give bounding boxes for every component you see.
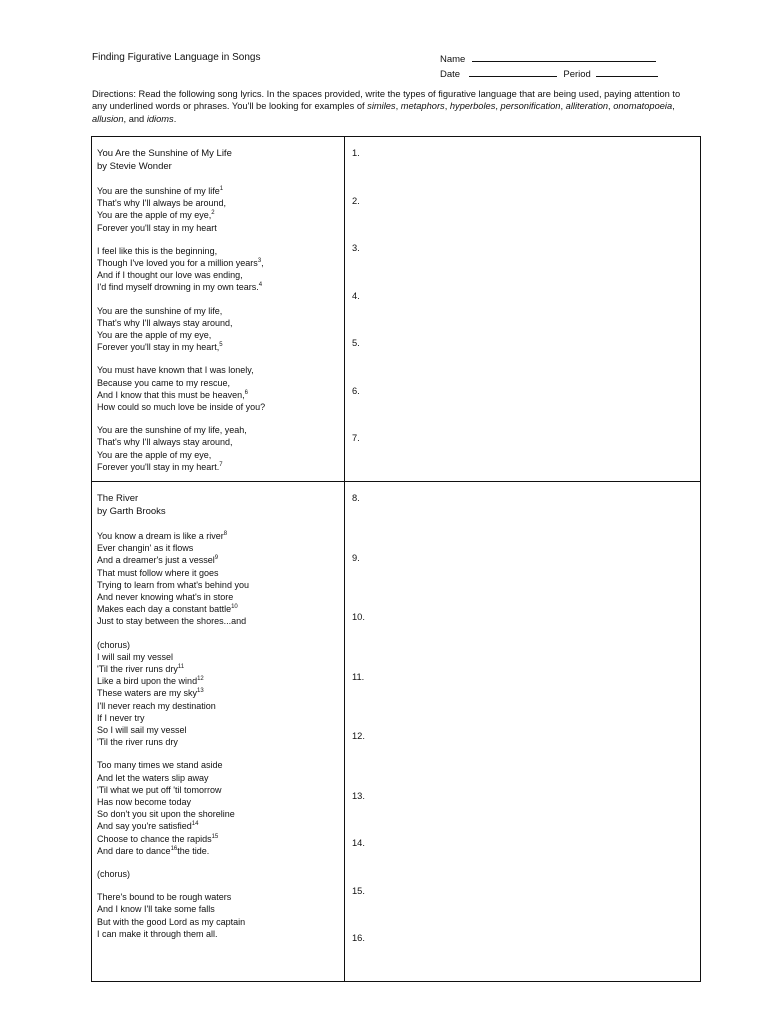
term-similes: similes	[367, 101, 396, 112]
lyric-line: You must have known that I was lonely,	[97, 365, 254, 376]
footnote-marker: 2	[211, 210, 215, 217]
lyric-line: I can make it through them all.	[97, 928, 218, 939]
stanza	[97, 891, 249, 940]
answer-number[interactable]: 10.	[352, 612, 365, 622]
answer-number[interactable]: 15.	[352, 886, 365, 896]
lyric-line: (chorus)	[97, 639, 131, 650]
answer-number[interactable]: 8.	[352, 493, 360, 503]
lyric-line: I feel like this is the beginning,	[97, 245, 218, 256]
lyric-line: And dare to dance$^{16}$the tide.	[97, 845, 210, 856]
name-row	[440, 52, 658, 67]
worksheet-title: Finding Figurative Language in Songs	[92, 52, 261, 63]
answer-number[interactable]: 6.	[352, 386, 360, 396]
stanza	[97, 868, 249, 880]
term-personification: personification	[500, 101, 561, 112]
lyric-line: So don't you sit upon the shoreline	[97, 809, 235, 820]
footnote-marker: 3	[257, 258, 262, 265]
term-onomatopoeia: onomatopoeia	[613, 101, 673, 112]
term-hyperboles: hyperboles	[449, 101, 496, 112]
lyric-line: And I know that this must be heaven,$^6$	[97, 389, 248, 400]
lyric-line: Has now become today	[97, 797, 192, 808]
song-block-river	[97, 493, 249, 951]
lyric-line: Just to stay between the shores...and	[97, 616, 247, 627]
date-label: Date	[440, 69, 461, 80]
lyric-line: Forever you'll stay in my heart,$^5$	[97, 342, 223, 353]
period-field[interactable]	[596, 67, 658, 77]
lyric-line: (chorus)	[97, 869, 131, 880]
lyric-line: And let the waters slip away	[97, 772, 209, 783]
answer-number[interactable]: 5.	[352, 338, 360, 348]
date-field[interactable]	[469, 67, 557, 77]
term-alliteration: alliteration	[565, 101, 609, 112]
answer-number[interactable]: 11.	[352, 672, 365, 682]
lyric-line: You are the sunshine of my life$^1$	[97, 186, 224, 196]
lyric-line: So I will sail my vessel	[97, 725, 187, 736]
lyric-line: That's why I'll always be around,	[97, 198, 226, 209]
lyric-line: Too many times we stand aside	[97, 760, 223, 771]
footnote-marker: 6	[244, 389, 248, 396]
song-title: You Are the Sunshine of My Life	[97, 148, 232, 159]
footnote-marker: 1	[219, 186, 224, 192]
lyric-line: And never knowing what's in store	[97, 592, 234, 603]
directions: Directions: Read the following song lyrics. In the spaces provided, write the types of figurative language that are being used, paying attention to any underlined words or phrases. You'll be looking for examples of similes, metaphors, hyperboles, personification, alliteration, onomatopoeia, allusion, and idioms.	[92, 89, 681, 124]
lyric-line: You are the sunshine of my life, yeah,	[97, 425, 247, 436]
footnote-marker: 11	[177, 664, 185, 671]
lyric-line: Like a bird upon the wind$^{12}$	[97, 676, 204, 687]
lyric-line: That must follow where it goes	[97, 567, 219, 578]
song-block-sunshine	[97, 148, 265, 484]
answer-number[interactable]: 13.	[352, 791, 365, 801]
lyric-line: Choose to chance the rapids$^{15}$	[97, 833, 219, 844]
term-metaphors: metaphors	[400, 101, 445, 112]
footnote-marker: 14	[191, 821, 199, 828]
song-header	[97, 493, 249, 518]
answer-number[interactable]: 1.	[352, 148, 360, 158]
footnote-marker: 9	[214, 555, 219, 562]
stanza	[97, 424, 265, 473]
song-artist: by Garth Brooks	[97, 505, 166, 517]
footnote-marker: 8	[223, 531, 228, 537]
song-title: The River	[97, 493, 139, 504]
lyric-line: There's bound to be rough waters	[97, 892, 232, 903]
lyric-line: I'll never reach my destination	[97, 700, 216, 711]
term-allusion: allusion	[92, 113, 124, 124]
lyric-line: Makes each day a constant battle$^{10}$	[97, 604, 238, 615]
lyric-line: These waters are my sky$^{13}$	[97, 688, 204, 699]
answer-number[interactable]: 3.	[352, 243, 360, 253]
answer-number[interactable]: 2.	[352, 196, 360, 206]
answer-number[interactable]: 4.	[352, 291, 360, 301]
lyric-line: And say you're satisfied$^{14}$	[97, 821, 199, 832]
footnote-marker: 4	[258, 282, 263, 289]
lyric-line: I'd find myself drowning in my own tears.$^4$	[97, 282, 263, 293]
lyric-line: You are the apple of my eye,	[97, 449, 212, 460]
lyric-line: But with the good Lord as my captain	[97, 916, 246, 927]
answer-number[interactable]: 12.	[352, 731, 365, 741]
footnote-marker: 7	[219, 461, 223, 468]
footnote-marker: 5	[219, 342, 223, 349]
lyric-line: You are the apple of my eye,$^2$	[97, 210, 215, 221]
lyric-line: That's why I'll always stay around,	[97, 317, 233, 328]
column-divider	[344, 136, 345, 982]
period-label: Period	[563, 69, 591, 80]
song-header	[97, 148, 265, 173]
answer-number[interactable]: 16.	[352, 933, 365, 943]
lyric-line: 'Til what we put off 'til tomorrow	[97, 784, 222, 795]
answer-number[interactable]: 9.	[352, 553, 360, 563]
lyric-line: How could so much love be inside of you?	[97, 402, 266, 413]
footnote-marker: 10	[231, 604, 238, 611]
song-artist: by Stevie Wonder	[97, 160, 172, 172]
student-fields	[440, 52, 658, 82]
lyric-line: That's why I'll always stay around,	[97, 437, 233, 448]
answer-number[interactable]: 14.	[352, 838, 365, 848]
lyric-line: Because you came to my rescue,	[97, 377, 231, 388]
lyric-line: Forever you'll stay in my heart	[97, 222, 217, 233]
lyric-line: You know a dream is like a river$^8$	[97, 531, 228, 541]
lyric-line: You are the sunshine of my life,	[97, 305, 223, 316]
stanza	[97, 245, 265, 294]
lyric-line: Ever changin' as it flows	[97, 543, 194, 554]
stanza	[97, 305, 265, 354]
lyric-line: Forever you'll stay in my heart.$^7$	[97, 461, 223, 472]
lyric-line: If I never try	[97, 712, 145, 723]
lyric-line: And a dreamer's just a vessel$^9$	[97, 555, 219, 566]
stanza	[97, 759, 249, 857]
name-label: Name	[440, 54, 466, 65]
term-idioms: idioms	[146, 113, 174, 124]
lyric-line: 'Til the river runs dry	[97, 737, 178, 748]
lyric-line: Trying to learn from what's behind you	[97, 579, 249, 590]
answer-number[interactable]: 7.	[352, 433, 360, 443]
lyric-line: I will sail my vessel	[97, 651, 174, 662]
footnote-marker: 13	[197, 688, 204, 695]
lyric-line: Though I've loved you for a million years$^3$,	[97, 258, 264, 269]
stanza	[97, 364, 265, 413]
stanza	[97, 530, 249, 628]
date-period-row	[440, 67, 658, 82]
footnote-marker: 15	[211, 833, 219, 840]
lyric-line: 'Til the river runs dry$^{11}$	[97, 664, 185, 675]
stanza	[97, 639, 249, 749]
stanza	[97, 185, 265, 234]
lyric-line: And if I thought our love was ending,	[97, 270, 243, 281]
lyric-line: You are the apple of my eye,	[97, 330, 212, 341]
footnote-marker: 16	[170, 845, 178, 852]
footnote-marker: 12	[197, 676, 204, 683]
lyric-line: And I know I'll take some falls	[97, 904, 215, 915]
name-field[interactable]	[472, 52, 656, 62]
